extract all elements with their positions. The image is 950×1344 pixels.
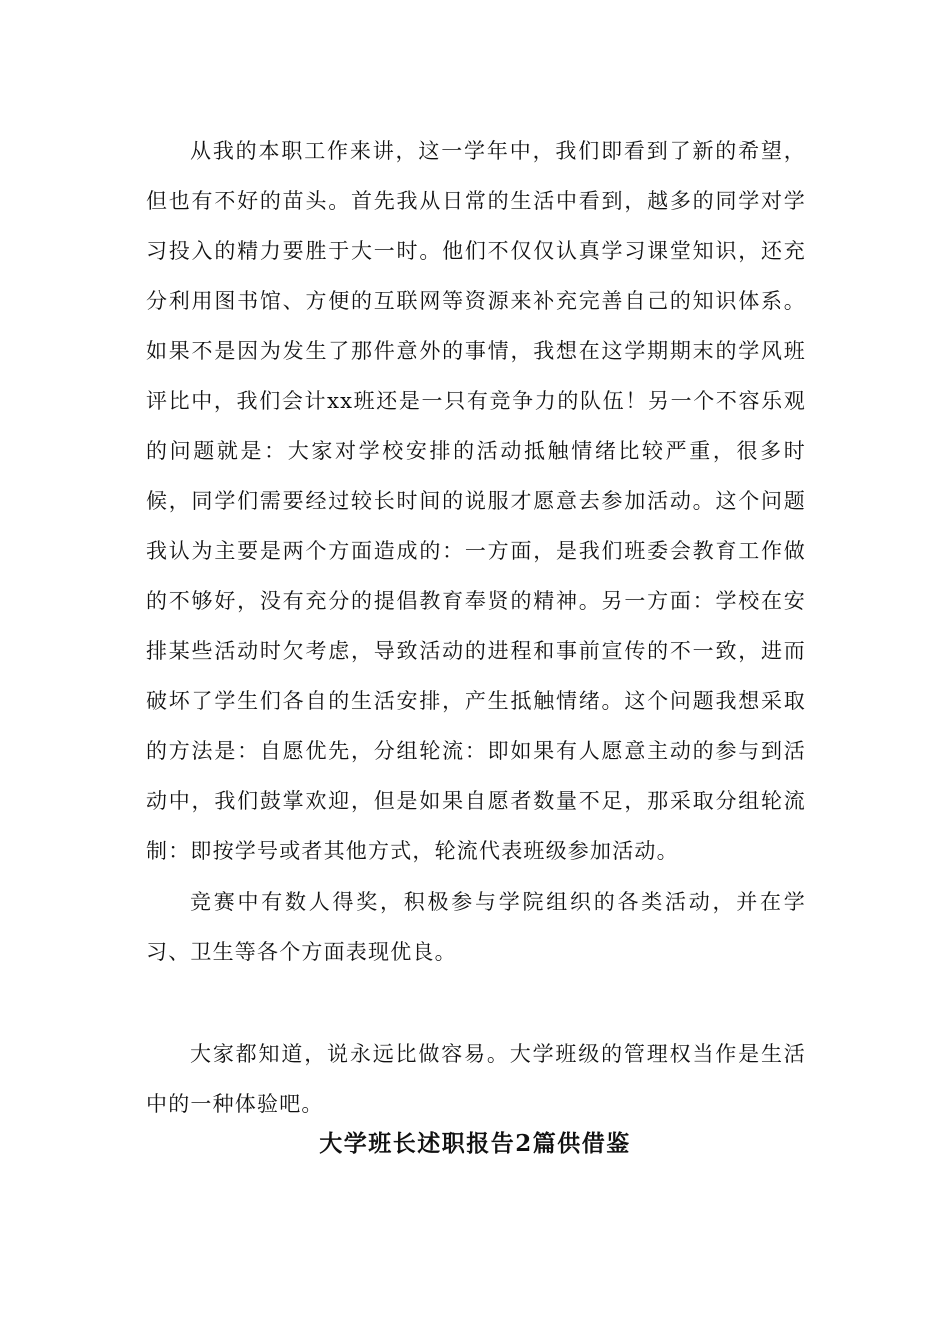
section-heading: 大学班长述职报告2篇供借鉴	[319, 1130, 631, 1157]
body-paragraph-1	[146, 126, 806, 876]
paragraph-text: 大家都知道，说永远比做容易。大学班级的管理权当作是生活中的一种体验吧。	[146, 1042, 806, 1116]
body-paragraph-3	[146, 1029, 806, 1129]
body-paragraph-2	[146, 877, 806, 977]
paragraph-text: 竞赛中有数人得奖，积极参与学院组织的各类活动，并在学习、卫生等各个方面表现优良。	[146, 890, 806, 964]
paragraph-text: 从我的本职工作来讲，这一学年中，我们即看到了新的希望，但也有不好的苗头。首先我从日常的生活中看到，越多的同学对学习投入的精力要胜于大一时。他们不仅仅认真学习课堂知识，还充分利用图书馆、方便的互联网等资源来补充完善自己的知识体系。如果不是因为发生了那件意外的事情，我想在这学期期末的学风班评比中，我们会计xx班还是一只有竞争力的队伍！另一个不容乐观的问题就是：大家对学校安排的活动抵触情绪比较严重，很多时候，同学们需要经过较长时间的说服才愿意去参加活动。这个问题我认为主要是两个方面造成的：一方面，是我们班委会教育工作做的不够好，没有充分的提倡教育奉贤的精神。另一方面：学校在安排某些活动时欠考虑，导致活动的进程和事前宣传的不一致，进而破坏了学生们各自的生活安排，产生抵触情绪。这个问题我想采取的方法是：自愿优先，分组轮流：即如果有人愿意主动的参与到活动中，我们鼓掌欢迎，但是如果自愿者数量不足，那采取分组轮流制：即按学号或者其他方式，轮流代表班级参加活动。	[146, 139, 806, 863]
